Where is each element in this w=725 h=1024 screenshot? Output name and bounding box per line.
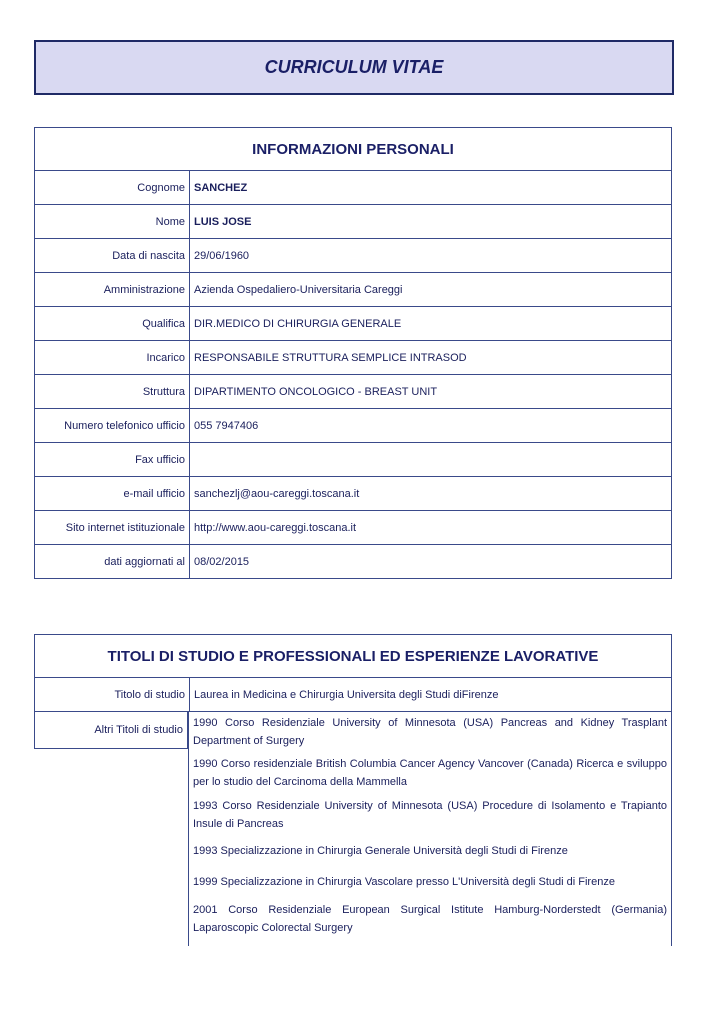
altri-titoli-block [34,712,672,946]
label-struttura: Struttura [35,375,190,409]
value-nome: LUIS JOSE [190,205,672,239]
value-email[interactable]: sanchezlj@aou-careggi.toscana.it [190,477,672,511]
table-row [35,307,672,341]
label-aggiornati: dati aggiornati al [35,545,190,579]
label-altri-titoli: Altri Titoli di studio [34,712,188,749]
label-data-nascita: Data di nascita [35,239,190,273]
personal-info-section [34,127,672,579]
cv-title-box [34,40,674,95]
studies-table [34,677,672,712]
list-item: 1993 Corso Residenziale University of Minnesota (USA) Procedure di Isolamento e Trapianto Insule di Pancreas [193,800,667,830]
list-item: 1999 Specializzazione in Chirurgia Vascolare presso L'Università degli Studi di Firenze [193,876,615,888]
table-row [35,205,672,239]
table-row [35,409,672,443]
value-cognome: SANCHEZ [190,171,672,205]
value-qualifica: DIR.MEDICO DI CHIRURGIA GENERALE [190,307,672,341]
table-row [35,511,672,545]
personal-info-heading: INFORMAZIONI PERSONALI [34,127,672,170]
studies-heading: TITOLI DI STUDIO E PROFESSIONALI ED ESPERIENZE LAVORATIVE [34,634,672,677]
label-cognome: Cognome [35,171,190,205]
value-titolo-studio: Laurea in Medicina e Chirurgia Universita degli Studi diFirenze [190,678,672,712]
list-item: 1990 Corso Residenziale University of Minnesota (USA) Pancreas and Kidney Trasplant Department of Surgery [193,717,667,747]
value-aggiornati: 08/02/2015 [190,545,672,579]
value-amministrazione: Azienda Ospedaliero-Universitaria Careggi [190,273,672,307]
cv-title: CURRICULUM VITAE [264,57,444,77]
label-email: e-mail ufficio [35,477,190,511]
list-item: 1993 Specializzazione in Chirurgia Generale Università degli Studi di Firenze [193,845,568,857]
table-row [35,678,672,712]
table-row [35,545,672,579]
table-row [35,171,672,205]
label-telefono: Numero telefonico ufficio [35,409,190,443]
value-incarico: RESPONSABILE STRUTTURA SEMPLICE INTRASOD [190,341,672,375]
table-row [35,239,672,273]
value-struttura: DIPARTIMENTO ONCOLOGICO - BREAST UNIT [190,375,672,409]
label-sito: Sito internet istituzionale [35,511,190,545]
label-incarico: Incarico [35,341,190,375]
list-item: 2001 Corso Residenziale European Surgical Istitute Hamburg-Norderstedt (Germania) Laparoscopic Colorectal Surgery [193,904,667,934]
label-fax: Fax ufficio [35,443,190,477]
value-fax [190,443,672,477]
value-telefono: 055 7947406 [190,409,672,443]
table-row [35,375,672,409]
table-row [35,341,672,375]
table-row [35,273,672,307]
label-qualifica: Qualifica [35,307,190,341]
value-sito[interactable]: http://www.aou-careggi.toscana.it [190,511,672,545]
table-row [35,443,672,477]
value-data-nascita: 29/06/1960 [190,239,672,273]
table-row [35,477,672,511]
personal-info-table [34,170,672,579]
list-item: 1990 Corso residenziale British Columbia Cancer Agency Vancover (Canada) Ricerca e sviluppo per lo studio del Carcinoma della Mammella [193,758,667,788]
altri-titoli-list [188,712,672,946]
studies-section [34,634,672,946]
label-titolo-studio: Titolo di studio [35,678,190,712]
label-nome: Nome [35,205,190,239]
label-amministrazione: Amministrazione [35,273,190,307]
